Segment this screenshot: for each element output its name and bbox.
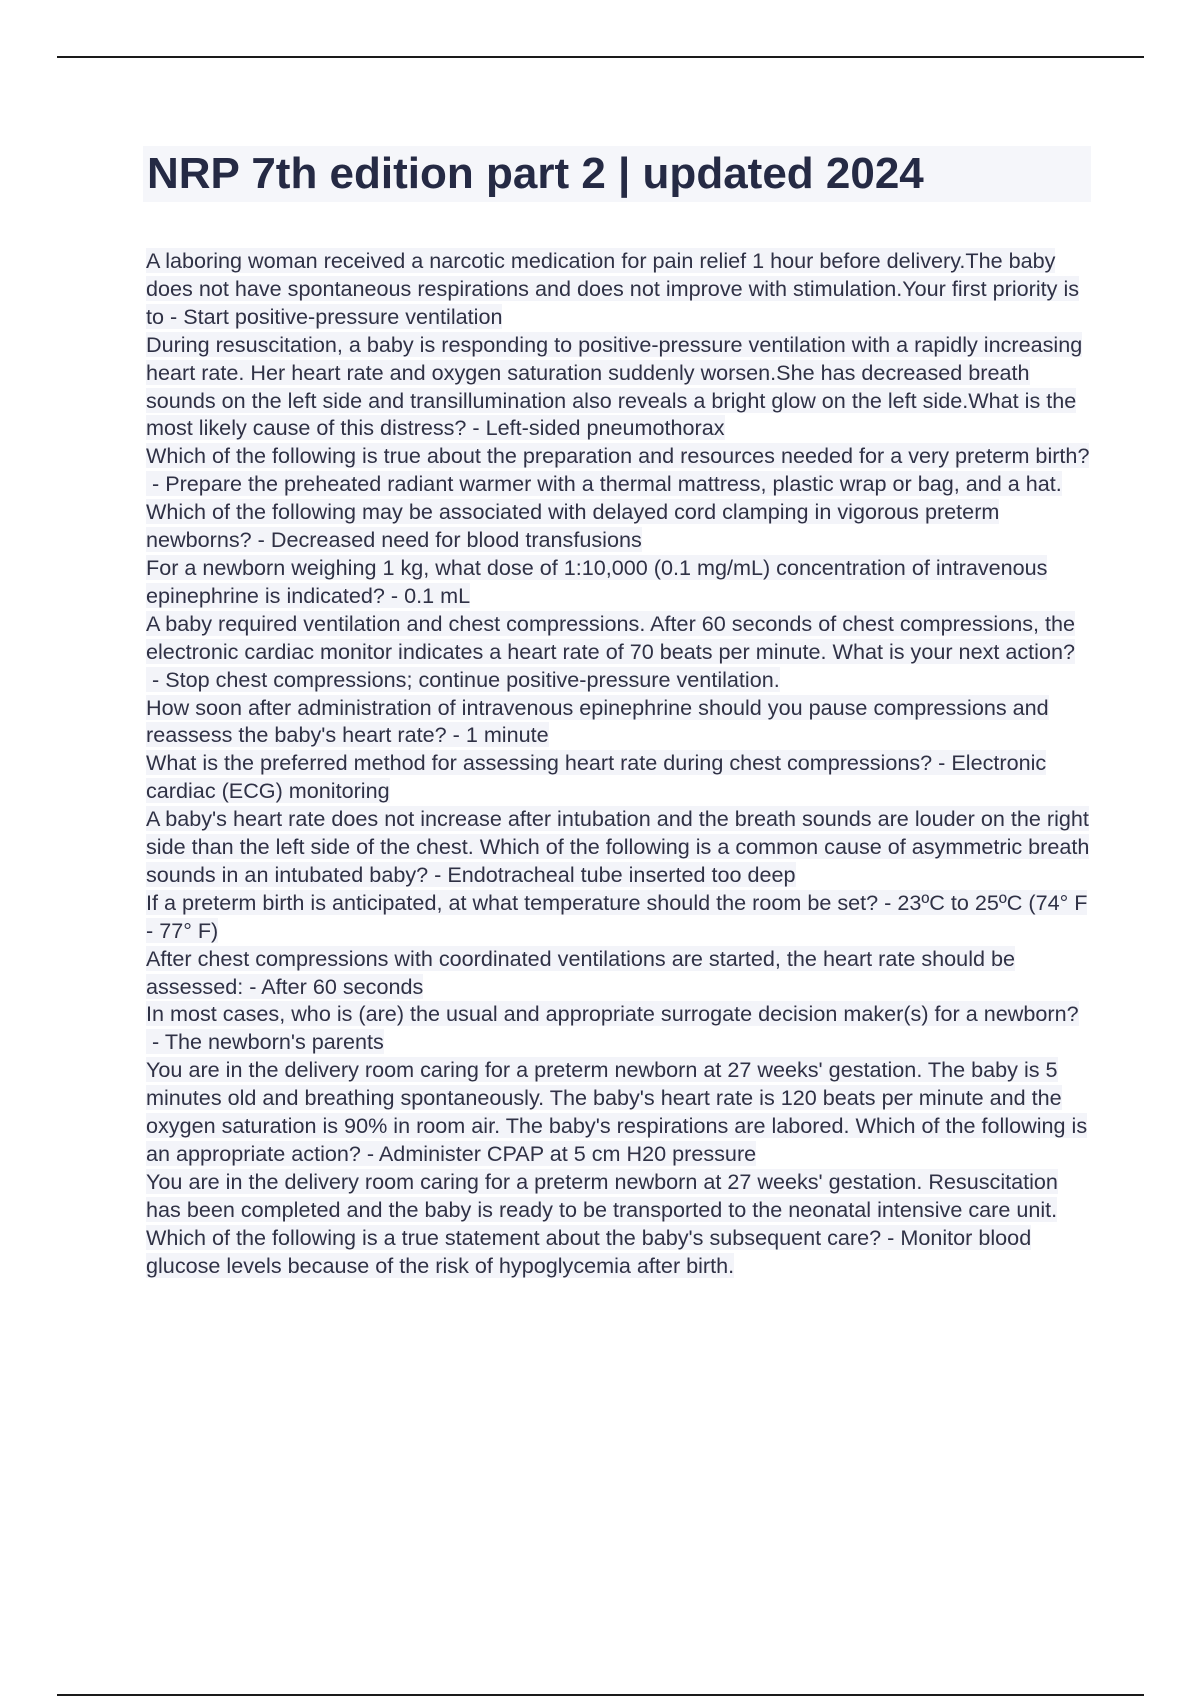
qa-separator: - [384,582,405,608]
question-text: A baby's heart rate does not increase after intubation and the breath sounds are louder on the right side than the left side of the chest. Which of the following is a common cause of asymmetric breath sounds in an intubated baby? [146,806,1090,887]
qa-item-text [146,1001,1079,1054]
answer-text: The newborn's parents [164,1029,384,1055]
question-text: A laboring woman received a narcotic medication for pain relief 1 hour before delivery.The baby does not have spontaneous respirations and does not improve with stimulation.Your first priority is to [146,248,1080,329]
answer-text: After 60 seconds [261,973,424,999]
answer-text: 1 minute [465,722,549,748]
qa-item-text [146,946,1015,999]
qa-separator: - [932,750,952,776]
qa-separator: - [428,861,448,887]
qa-item-text [146,499,999,552]
question-text: In most cases, who is (are) the usual and appropriate surrogate decision maker(s) for a newborn? [146,1001,1079,1027]
answer-text: 0.1 mL [404,582,471,608]
qa-item [146,1168,1096,1280]
qa-item [146,610,1096,694]
qa-item-text [146,750,1046,803]
qa-item [146,805,1096,889]
qa-item [146,749,1096,805]
qa-item-text [146,1169,1058,1278]
qa-separator: - [878,889,898,915]
question-text: You are in the delivery room caring for a preterm newborn at 27 weeks' gestation. Resuscitation has been completed and the baby is ready to be transported to the neonatal intensive care unit. Which of the following is a true statement about the baby's subsequent care? [146,1168,1058,1250]
answer-text: Monitor blood glucose levels because of the risk of hypoglycemia after birth. [146,1224,1032,1278]
qa-item-text [146,248,1079,329]
qa-separator: - [360,1141,379,1166]
answer-text: 23ºC to 25ºC (74° F - 77° F) [146,889,1088,943]
qa-item-text [146,443,1089,496]
top-rule [57,56,1144,58]
qa-item [146,331,1096,443]
qa-item [146,1000,1096,1056]
question-text: If a preterm birth is anticipated, at what temperature should the room be set? [146,889,879,915]
qa-item-text [146,1057,1087,1166]
qa-item [146,889,1096,945]
question-text: You are in the delivery room caring for a preterm newborn at 27 weeks' gestation. The baby is 5 minutes old and breathing spontaneously. The baby's heart rate is 120 beats per minute and the oxygen saturation is 90% in room air. The baby's respirations are labored. Which of the following is an appropriate action? [146,1057,1088,1166]
qa-item-text [146,555,1047,608]
page-title: NRP 7th edition part 2 | updated 2024 [147,149,924,198]
answer-text: Left-sided pneumothorax [485,415,725,441]
answer-text: Start positive-pressure ventilation [183,303,503,329]
qa-separator: - [466,415,486,441]
qa-item-text [146,611,1075,692]
question-text: Which of the following is true about the preparation and resources needed for a very preterm birth? [146,443,1090,469]
answer-text: Prepare the preheated radiant warmer with a thermal mattress, plastic wrap or bag, and a hat. [165,471,1062,497]
question-text: During resuscitation, a baby is responding to positive-pressure ventilation with a rapidly increasing heart rate. Her heart rate and oxygen saturation suddenly worsen.She has decreased breath sounds on the left side and transillumination also reveals a bright glow on the left side.What is the most likely cause of this distress? [146,331,1083,441]
qa-item [146,1056,1096,1168]
question-text: How soon after administration of intravenous epinephrine should you pause compressions and reassess the baby's heart rate? [146,694,1049,748]
qa-item [146,554,1096,610]
qa-item [146,247,1096,331]
bottom-rule [57,1694,1144,1696]
question-text: What is the preferred method for assessing heart rate during chest compressions? [146,750,933,776]
question-text: For a newborn weighing 1 kg, what dose of 1:10,000 (0.1 mg/mL) concentration of intravenous epinephrine is indicated? [146,554,1048,608]
qa-separator: - [881,1224,901,1250]
answer-text: Decreased need for blood transfusions [270,527,642,553]
qa-separator: - [164,303,184,329]
question-text: Which of the following may be associated with delayed cord clamping in vigorous preterm newborns? [146,499,1000,553]
qa-list [146,247,1096,1280]
qa-separator: - [243,973,262,999]
qa-item [146,945,1096,1001]
answer-text: Electronic cardiac (ECG) monitoring [146,750,1047,804]
qa-separator: - [146,666,166,692]
qa-item-text [146,695,1049,748]
question-text: A baby required ventilation and chest compressions. After 60 seconds of chest compressions, the electronic cardiac monitor indicates a heart rate of 70 beats per minute. What is your next action? [146,610,1076,664]
qa-separator: - [146,1029,165,1055]
qa-item-text [146,332,1082,441]
answer-text: Endotracheal tube inserted too deep [447,861,796,887]
qa-item [146,694,1096,750]
qa-item [146,442,1096,498]
qa-item-text [146,806,1089,887]
qa-item-text [146,890,1087,943]
qa-separator: - [146,471,166,497]
qa-item [146,498,1096,554]
qa-separator: - [446,722,466,748]
answer-text: Administer CPAP at 5 cm H20 pressure [378,1141,757,1166]
qa-separator: - [251,527,271,553]
question-text: After chest compressions with coordinated ventilations are started, the heart rate should be assessed: [146,945,1016,999]
answer-text: Stop chest compressions; continue positive-pressure ventilation. [165,666,780,692]
